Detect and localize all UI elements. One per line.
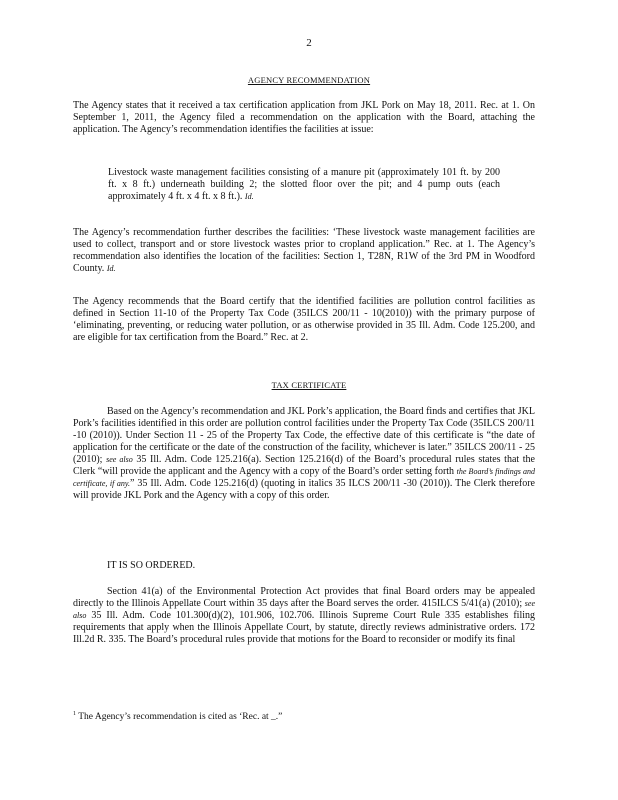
agency-recommendation-heading: AGENCY RECOMMENDATION [247, 75, 371, 85]
paragraph-findings-italic: the Board’s findings and certificate, if any. [73, 467, 535, 488]
paragraph-recommends-text: The Agency recommends that the Board certify that the identified facilities are pollution control facilities as defined in Section 11-10 of the Property Tax Code (35ILCS 200/11 - 10(2010)) with the primary purpose of ‘eliminating, preventing, or reducing water pollution, or as otherwise provided in 35 Ill. Adm. Code 125.200, and are eligible for tax certification from the Board.” Rec. at 2. [73, 296, 535, 343]
see-also-2: see also [73, 599, 535, 620]
block-quote-facilities [108, 167, 500, 203]
block-quote-cite: Id. [244, 192, 254, 201]
footnote-text: The Agency’s recommendation is cited as ‘Rec. at _.” [78, 712, 283, 723]
paragraph-findings [73, 406, 535, 502]
paragraph-findings-text-b: 35 Ill. Adm. Code 125.216(a). Section 125.216(d) of the Board’s procedural rules states that the Clerk “will provide the applicant and the Agency with a copy of the Board’s order setting forth [73, 454, 535, 477]
block-quote-text: Livestock waste management facilities consisting of a manure pit (approximately 101 ft. by 200 ft. x 8 ft.) underneath building 2; the slotted floor over the pit; and 4 pump outs (each approximately 4 ft. x 4 ft. x 8 ft.). [108, 167, 500, 202]
paragraph-description-text: The Agency’s recommendation further describes the facilities: ‘These livestock waste management facilities are used to collect, transport and or store livestock wastes prior to cropland application.” Rec. at 1. The Agency’s recommendation also identifies the location of the facilities: Section 1, T28N, R1W of the 3rd PM in Woodford County. [73, 227, 535, 274]
paragraph-description-cite: Id. [106, 264, 116, 273]
paragraph-findings-text-c: ” 35 Ill. Adm. Code 125.216(d) (quoting in italics 35 ILCS 200/11 -30 (2010)). The Clerk therefore will provide JKL Pork and the Agency with a copy of this order. [73, 478, 535, 501]
see-also-1: see also [106, 455, 133, 464]
page-number: 2 [306, 37, 312, 49]
paragraph-appeal [73, 586, 535, 646]
order-statement: IT IS SO ORDERED. [107, 560, 196, 571]
paragraph-appeal-text-b: 35 Ill. Adm. Code 101.300(d)(2), 101.906, 102.706. Illinois Supreme Court Rule 335 establishes filing requirements that apply when the Illinois Appellate Court, by statute, directly reviews administrative orders. 172 Ill.2d R. 335. The Board’s procedural rules provide that motions for the Board to reconsider or modify its final [73, 610, 535, 645]
paragraph-application [73, 100, 535, 136]
paragraph-recommends [73, 296, 535, 344]
paragraph-findings-text-a: Based on the Agency’s recommendation and JKL Pork’s application, the Board finds and certifies that JKL Pork’s facilities identified in this order are pollution control facilities under the Property Tax Code (35ILCS 200/11 -10 (2010)). Under Section 11 - 25 of the Property Tax Code, the effective date of this certificate is “the date of application for the certificate or the date of the construction of the facility, whichever is later.” 35ILCS 200/11 - 25 (2010); [73, 406, 535, 465]
paragraph-application-text: The Agency states that it received a tax certification application from JKL Pork on May 18, 2011. Rec. at 1. On September 1, 2011, the Agency filed a recommendation on the application with the Board, attaching the application. The Agency’s recommendation identifies the facilities at issue: [73, 100, 535, 135]
footnote-mark: 1 [73, 711, 76, 717]
footnote [73, 711, 282, 722]
paragraph-description [73, 227, 535, 275]
tax-certificate-heading: TAX CERTIFICATE [271, 380, 347, 390]
paragraph-appeal-text-a: Section 41(a) of the Environmental Protection Act provides that final Board orders may be appealed directly to the Illinois Appellate Court within 35 days after the Board serves the order. 415ILCS 5/41(a) (2010); [73, 586, 535, 609]
